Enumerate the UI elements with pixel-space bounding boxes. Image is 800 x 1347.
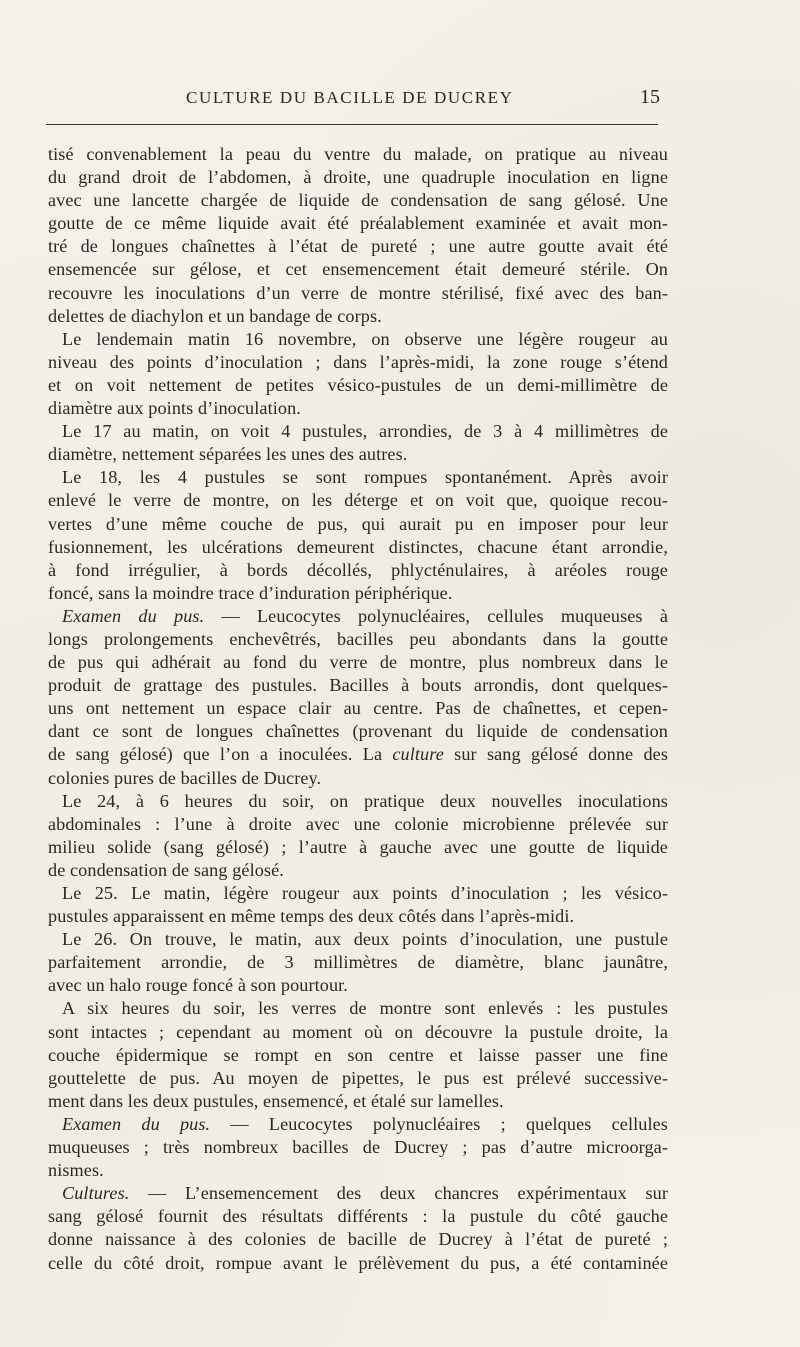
text-line [48,1044,668,1067]
italic-text: Examen du pus. [62,1113,211,1134]
text-line [48,882,668,905]
text-line [48,143,668,166]
text-segment: longs prolongements enchevêtrés, bacilles peu abondants dans la goutte [48,628,668,649]
italic-text: culture [392,744,444,765]
text-segment: et on voit nettement de petites vésico-pustules de un demi-millimètre de [48,374,668,395]
text-line [48,536,668,559]
text-segment: de condensation de sang gélosé. [48,859,284,880]
text-line [48,513,668,536]
text-segment: sur sang gélosé donne des [443,744,668,765]
running-head [150,88,660,114]
text-segment: ment dans les deux pustules, ensemencé, et étalé sur lamelles. [48,1090,504,1111]
text-segment: donne naissance à des colonies de bacille de Ducrey à l’état de pureté ; [48,1229,668,1250]
text-segment: vertes d’une même couche de pus, qui aurait pu en imposer pour leur [48,513,668,534]
text-segment: gouttelette de pus. Au moyen de pipettes, le pus est prélevé successive- [48,1067,668,1088]
text-segment: uns ont nettement un espace clair au centre. Pas de chaînettes, et cepen- [48,698,668,719]
text-segment: avec un halo rouge foncé à son pourtour. [48,975,348,996]
text-segment: pustules apparaissent en même temps des deux côtés dans l’après-midi. [48,906,575,927]
text-segment: produit de grattage des pustules. Bacilles à bouts arrondis, dont quelques- [48,675,668,696]
text-segment: ensemencée sur gélose, et cet ensemencement était demeuré stérile. On [48,259,668,280]
text-segment: niveau des points d’inoculation ; dans l’après-midi, la zone rouge s’étend [48,351,668,372]
text-segment: — Leucocytes polynucléaires, cellules muqueuses à [204,605,668,626]
text-segment: diamètre aux points d’inoculation. [48,398,301,419]
text-segment: dant ce sont de longues chaînettes (provenant du liquide de condensation [48,721,668,742]
text-line [48,1228,668,1251]
text-line [48,905,668,928]
text-line [48,651,668,674]
text-segment: avec une lancette chargée de liquide de condensation de sang gélosé. Une [48,190,668,211]
text-line [48,951,668,974]
text-line [48,720,668,743]
text-segment: celle du côté droit, rompue avant le prélèvement du pus, a été contaminée [48,1252,668,1273]
text-segment: diamètre, nettement séparées les unes des autres. [48,444,408,465]
text-segment: de sang gélosé) que l’on a inoculées. La [48,744,393,765]
text-segment: parfaitement arrondie, de 3 millimètres de diamètre, blanc jaunâtre, [48,952,668,973]
text-line [48,997,668,1020]
text-line [48,697,668,720]
text-line [48,974,668,997]
text-line [48,836,668,859]
text-segment: Le 25. Le matin, légère rougeur aux points d’inoculation ; les vésico- [62,883,668,903]
body-text [48,143,668,1275]
text-line [48,1136,668,1159]
text-line [48,674,668,697]
header-rule [46,124,658,125]
text-segment: Le 24, à 6 heures du soir, on pratique deux nouvelles inoculations [62,790,668,811]
text-line [48,1205,668,1228]
text-segment: Le 17 au matin, on voit 4 pustules, arrondies, de 3 à 4 millimètres de [62,421,668,442]
text-segment: tré de longues chaînettes à l’état de pureté ; une autre goutte avait été [48,236,668,257]
text-segment: sont intactes ; cependant au moment où on découvre la pustule droite, la [48,1021,668,1042]
text-line [48,743,668,766]
text-segment: couche épidermique se rompt en son centre et laisse passer une fine [48,1044,668,1065]
text-segment: abdominales : l’une à droite avec une colonie microbienne prélevée sur [48,813,668,834]
text-line [48,212,668,235]
text-segment: à fond irrégulier, à bords décollés, phlycténulaires, à aréoles rouge [48,559,668,580]
text-line [48,582,668,605]
text-segment: tisé convenablement la peau du ventre du malade, on pratique au niveau [48,144,668,164]
italic-text: Examen du pus. [62,605,205,626]
text-line [48,466,668,489]
text-line [48,1159,668,1182]
text-segment: — Leucocytes polynucléaires ; quelques cellules [210,1113,668,1134]
text-segment: sang gélosé fournit des résultats différents : la pustule du côté gauche [48,1206,668,1227]
text-line [48,859,668,882]
text-line [48,420,668,443]
text-line [48,189,668,212]
text-segment: milieu solide (sang gélosé) ; l’autre à gauche avec une goutte de liquide [48,836,668,857]
text-segment: foncé, sans la moindre trace d’induration périphérique. [48,582,453,603]
text-line [48,767,668,790]
text-segment: — L’ensemencement des deux chancres expérimentaux sur [129,1183,668,1204]
text-line [48,1182,668,1205]
text-line [48,489,668,512]
text-segment: A six heures du soir, les verres de montre sont enlevés : les pustules [62,998,668,1019]
text-line [48,282,668,305]
text-line [48,813,668,836]
text-line [48,443,668,466]
text-segment: fusionnement, les ulcérations demeurent distinctes, chacune étant arrondie, [48,536,668,557]
text-segment: delettes de diachylon et un bandage de corps. [48,305,382,326]
text-line [48,1090,668,1113]
text-line [48,790,668,813]
text-line [48,1113,668,1136]
text-line [48,1067,668,1090]
text-line [48,258,668,281]
text-line [48,1252,668,1275]
text-segment: Le 26. On trouve, le matin, aux deux points d’inoculation, une pustule [62,929,668,950]
text-segment: Le 18, les 4 pustules se sont rompues spontanément. Après avoir [62,467,668,488]
text-line [48,928,668,951]
text-segment: de pus qui adhérait au fond du verre de montre, plus nombreux dans le [48,652,668,673]
text-line [48,235,668,258]
text-line [48,305,668,328]
text-line [48,559,668,582]
text-segment: colonies pures de bacilles de Ducrey. [48,767,322,788]
text-line [48,328,668,351]
text-segment: nismes. [48,1160,104,1181]
text-segment: goutte de ce même liquide avait été préalablement examinée et avait mon- [48,213,668,234]
text-segment: du grand droit de l’abdomen, à droite, une quadruple inoculation en ligne [48,167,668,188]
text-line [48,351,668,374]
text-segment: muqueuses ; très nombreux bacilles de Ducrey ; pas d’autre microorga- [48,1137,668,1158]
text-line [48,605,668,628]
text-line [48,628,668,651]
text-line [48,397,668,420]
running-title: CULTURE DU BACILLE DE DUCREY [186,88,514,107]
text-line [48,1021,668,1044]
text-line [48,166,668,189]
italic-text: Cultures. [62,1183,130,1204]
text-segment: recouvre les inoculations d’un verre de montre stérilisé, fixé avec des ban- [48,282,668,303]
page-number: 15 [640,86,660,108]
text-segment: enlevé le verre de montre, on les déterge et on voit que, quoique recou- [48,490,668,511]
text-line [48,374,668,397]
text-segment: Le lendemain matin 16 novembre, on observe une légère rougeur au [62,328,668,349]
